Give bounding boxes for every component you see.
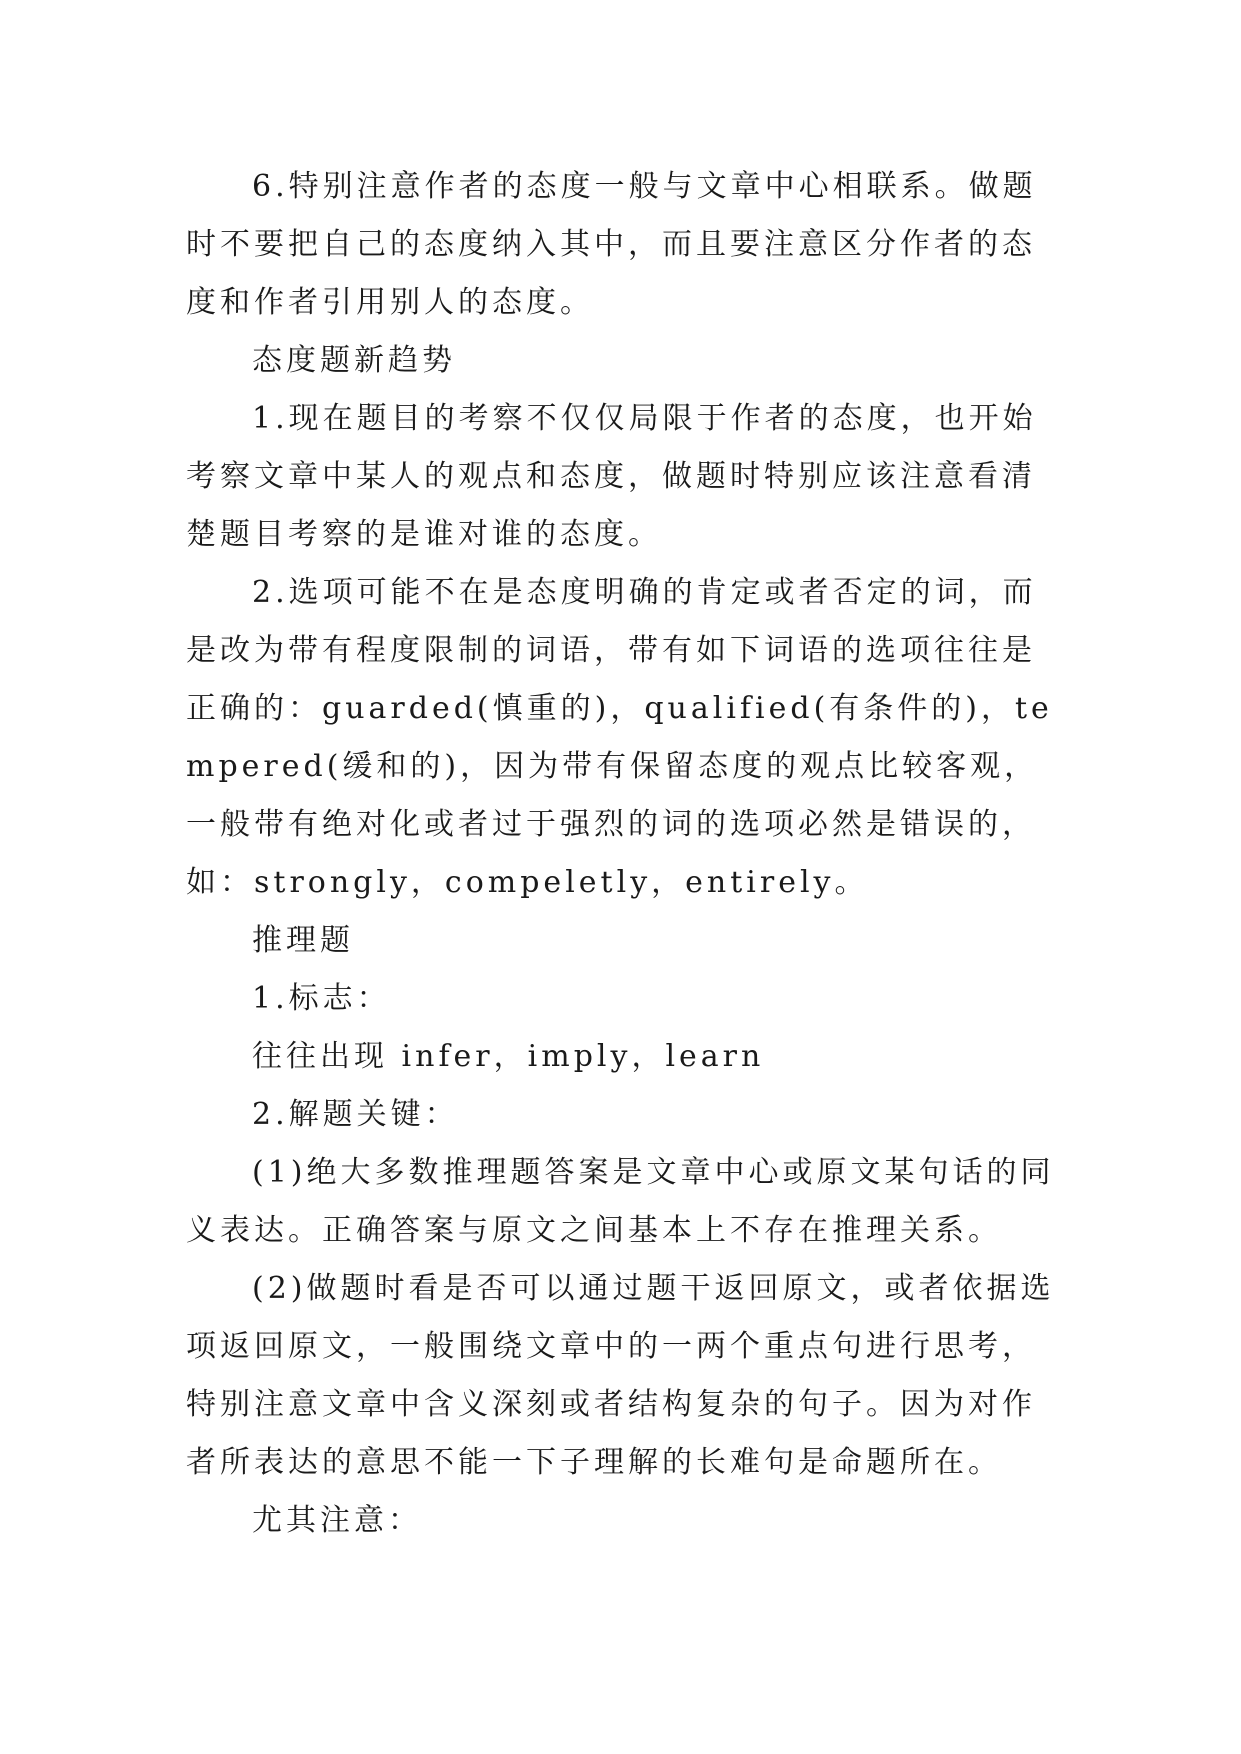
paragraph-key-points: 2.解题关键： xyxy=(252,1097,459,1132)
paragraph-attitude-tip-6: 6.特别注意作者的态度一般与文章中心相联系。做题时不要把自己的态度纳入其中，而且要注意区分作者的态度和作者引用别人的态度。 xyxy=(186,169,1037,320)
paragraph-trend-1: 1.现在题目的考察不仅仅局限于作者的态度，也开始考察文章中某人的观点和态度，做题时特别应该注意看清楚题目考察的是谁对谁的态度。 xyxy=(186,401,1037,552)
paragraph-special-note: 尤其注意： xyxy=(252,1503,422,1538)
heading-inference-questions: 推理题 xyxy=(252,923,354,958)
paragraph-trend-2: 2.选项可能不在是态度明确的肯定或者否定的词，而是改为带有程度限制的词语，带有如下词语的选项往往是正确的：guarded(慎重的)，qualified(有条件的)，tempered(缓和的)，因为带有保留态度的观点比较客观，一般带有绝对化或者过于强烈的词的选项必然是错误的，如：strongly，compeletly，entirely。 xyxy=(186,575,1053,900)
paragraph-signs: 1.标志： xyxy=(252,981,391,1016)
paragraph-key-point-2: (2)做题时看是否可以通过题干返回原文，或者依据选项返回原文，一般围绕文章中的一两个重点句进行思考，特别注意文章中含义深刻或者结构复杂的句子。因为对作者所表达的意思不能一下子理解的长难句是命题所在。 xyxy=(186,1271,1055,1480)
paragraph-signs-detail: 往往出现 infer，imply，learn xyxy=(252,1039,765,1074)
document-body xyxy=(186,158,1066,1550)
heading-attitude-trends: 态度题新趋势 xyxy=(252,343,456,378)
paragraph-key-point-1: (1)绝大多数推理题答案是文章中心或原文某句话的同义表达。正确答案与原文之间基本上不存在推理关系。 xyxy=(186,1155,1055,1248)
